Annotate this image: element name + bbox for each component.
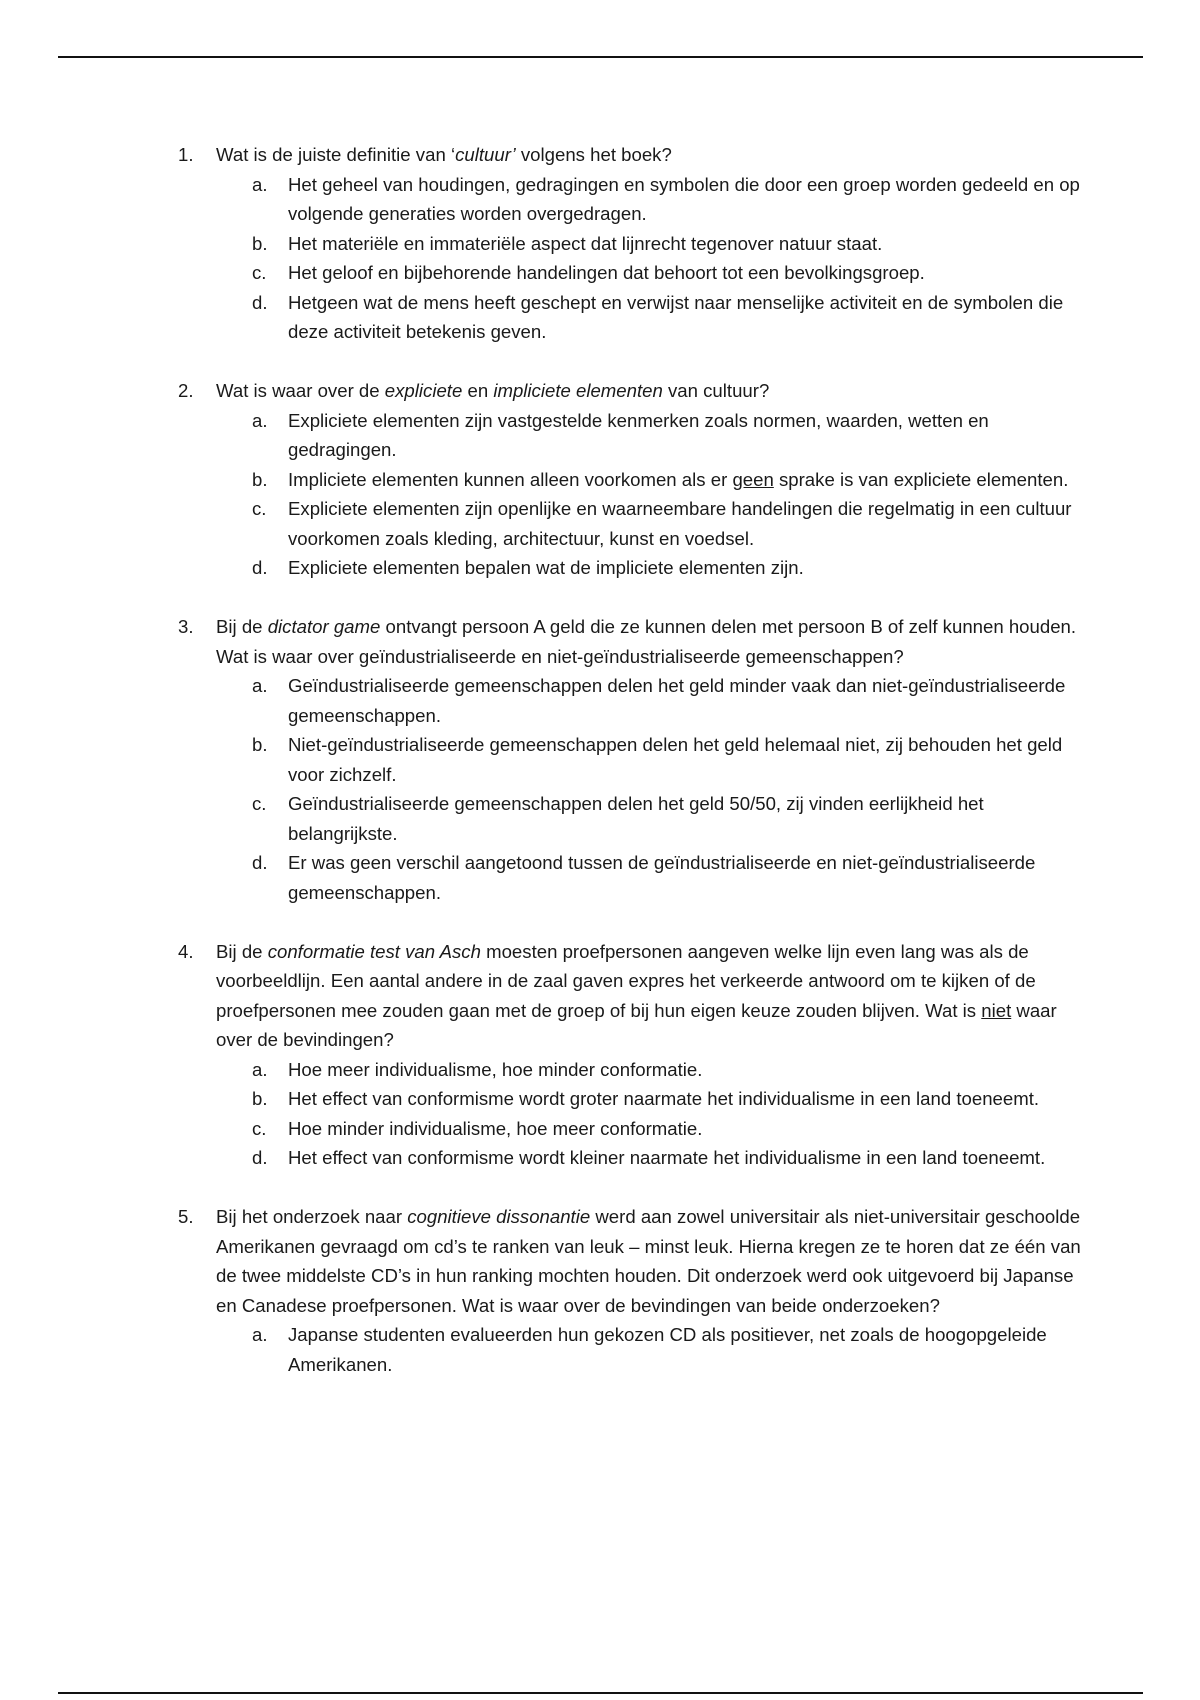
answer-options [178,1320,1088,1379]
question-stem: Bij de conformatie test van Asch moesten proefpersonen aangeven welke lijn even lang was als de voorbeeldlijn. Een aantal andere in de zaal gaven expres het verkeerde antwoord om te kijken of de proefpersonen mee zouden gaan met de groep of bij hun eigen keuze zouden blijven. Wat is niet waar over de bevindingen? [216,940,1057,1050]
question-5 [178,1202,1088,1379]
answer-option-c: c. Hoe minder individualisme, hoe meer conformatie. [178,1114,1088,1144]
footer-rule [58,1692,1143,1694]
answer-option-c: c. Expliciete elementen zijn openlijke en waarneembare handelingen die regelmatig in een cultuur voorkomen zoals kleding, architectuur, kunst en voedsel. [178,494,1088,553]
option-letter: a. [252,409,268,431]
option-letter: b. [252,468,268,490]
question-4 [178,937,1088,1173]
answer-option-a: a. Het geheel van houdingen, gedragingen en symbolen die door een groep worden gedeeld en op volgende generaties worden overgedragen. [178,170,1088,229]
answer-option-d: d. Het effect van conformisme wordt kleiner naarmate het individualisme in een land toeneemt. [178,1143,1088,1173]
question-stem: Bij het onderzoek naar cognitieve dissonantie werd aan zowel universitair als niet-universitair geschoolde Amerikanen gevraagd om cd’s te ranken van leuk – minst leuk. Hierna kregen ze te horen dat ze één van de twee middelste CD’s in hun ranking mochten houden. Dit onderzoek werd ook uitgevoerd bij Japanse en Canadese proefpersonen. Wat is waar over de bevindingen van beide onderzoeken? [216,1206,1081,1316]
question-number: 2. [178,380,194,401]
option-letter: b. [252,734,268,755]
option-letter: a. [252,173,268,195]
answer-option-a: a. Expliciete elementen zijn vastgestelde kenmerken zoals normen, waarden, wetten en gedragingen. [178,406,1088,465]
option-letter: d. [252,852,268,873]
option-letter: c. [252,1117,267,1139]
question-list [178,140,1088,1409]
question-number: 5. [178,1206,194,1227]
option-letter: b. [252,232,268,254]
option-letter: b. [252,1088,268,1109]
answer-option-b: b. Het effect van conformisme wordt groter naarmate het individualisme in een land toeneemt. [178,1084,1088,1114]
option-letter: c. [252,262,267,283]
answer-option-d: d. Hetgeen wat de mens heeft geschept en verwijst naar menselijke activiteit en de symbolen die deze activiteit betekenis geven. [178,288,1088,347]
question-number: 4. [178,940,194,962]
answer-option-b: b. Het materiële en immateriële aspect dat lijnrecht tegenover natuur staat. [178,229,1088,259]
answer-option-b: b. Impliciete elementen kunnen alleen voorkomen als er geen sprake is van expliciete elementen. [178,465,1088,495]
option-letter: a. [252,1058,268,1080]
question-1 [178,140,1088,347]
answer-option-d: d. Er was geen verschil aangetoond tussen de geïndustrialiseerde en niet-geïndustrialiseerde gemeenschappen. [178,848,1088,907]
question-number: 1. [178,144,194,165]
option-letter: d. [252,557,268,578]
question-2 [178,376,1088,583]
header-rule [58,56,1143,58]
answer-option-b: b. Niet-geïndustrialiseerde gemeenschappen delen het geld helemaal niet, zij behouden het geld voor zichzelf. [178,730,1088,789]
question-number: 3. [178,616,194,637]
answer-options [178,406,1088,583]
option-letter: d. [252,1147,268,1168]
option-letter: d. [252,291,268,313]
answer-option-a: a. Japanse studenten evalueerden hun gekozen CD als positiever, net zoals de hoogopgeleide Amerikanen. [178,1320,1088,1379]
option-letter: c. [252,793,267,814]
answer-option-a: a. Geïndustrialiseerde gemeenschappen delen het geld minder vaak dan niet-geïndustrialiseerde gemeenschappen. [178,671,1088,730]
question-3 [178,612,1088,907]
answer-option-c: c. Het geloof en bijbehorende handelingen dat behoort tot een bevolkingsgroep. [178,258,1088,288]
option-letter: a. [252,1324,268,1345]
question-stem: Wat is waar over de expliciete en impliciete elementen van cultuur? [216,380,770,401]
answer-options [178,170,1088,347]
question-stem: Wat is de juiste definitie van ‘cultuur’ volgens het boek? [216,144,672,165]
question-stem: Bij de dictator game ontvangt persoon A geld die ze kunnen delen met persoon B of zelf kunnen houden. Wat is waar over geïndustrialiseerde en niet-geïndustrialiseerde gemeenschappen? [216,616,1077,667]
option-letter: a. [252,675,268,696]
option-letter: c. [252,498,267,519]
answer-option-c: c. Geïndustrialiseerde gemeenschappen delen het geld 50/50, zij vinden eerlijkheid het belangrijkste. [178,789,1088,848]
answer-options [178,1055,1088,1173]
answer-option-d: d. Expliciete elementen bepalen wat de impliciete elementen zijn. [178,553,1088,583]
answer-option-a: a. Hoe meer individualisme, hoe minder conformatie. [178,1055,1088,1085]
answer-options [178,671,1088,907]
